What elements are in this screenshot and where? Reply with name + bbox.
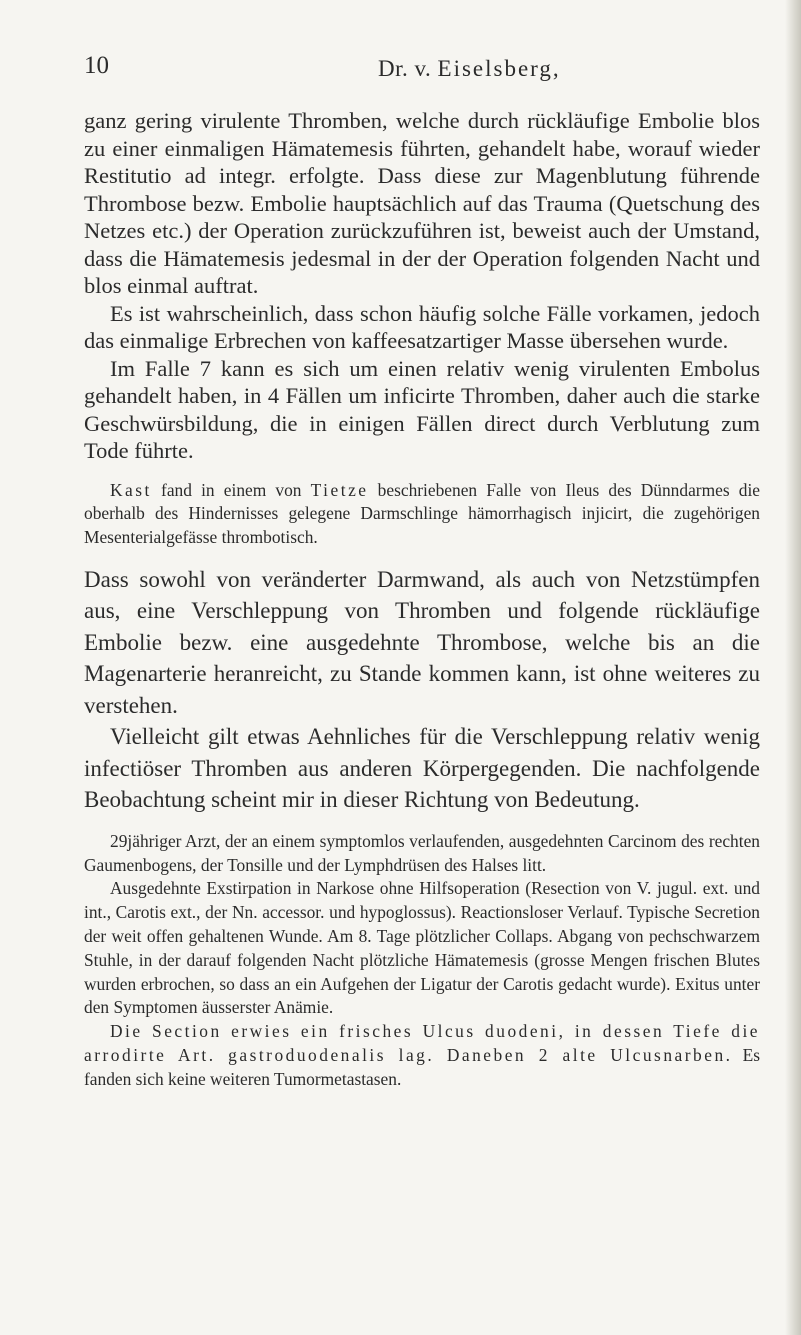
paragraph-1: ganz gering virulente Thromben, welche durch rückläufige Embolie blos zu einer einmaligen Hämatemesis führten, gehandelt habe, worauf wieder Restitutio ad integr. erfolgte. Dass diese zur Magenblutung führende Thrombose bezw. Embolie hauptsächlich auf das Trauma (Quetschung des Netzes etc.) der Operation zurückzuführen ist, beweist auch der Umstand, dass die Hämatemesis jedesmal in der der Operation folgenden Nacht und blos einmal auftrat.	[84, 108, 760, 298]
paragraph-3: Im Falle 7 kann es sich um einen relativ wenig virulenten Embolus gehandelt haben, in 4 Fällen um inficirte Thromben, daher auch die starke Geschwürsbildung, die in einigen Fällen direct durch Verblutung zum Tode führte.	[84, 355, 760, 463]
page-edge-shadow	[785, 0, 801, 1335]
paragraph-5: Vielleicht gilt etwas Aehnliches für die Verschleppung relativ wenig infectiöser Thromben aus anderen Körpergegenden. Die nachfolgende Beobachtung scheint mir in dieser Richtung von Bedeutung.	[84, 724, 760, 813]
case-report-3	[84, 1020, 760, 1091]
note-rest: beschriebenen Falle von Ileus des Dünndarmes die oberhalb des Hindernisses gelegene Darmschlinge hämorrhagisch injicirt, die zugehörigen Mesenterialgefässe thrombotisch.	[84, 479, 760, 548]
paragraph-4: Dass sowohl von veränderter Darmwand, als auch von Netzstümpfen aus, eine Verschleppung von Thromben und folgende rückläufige Embolie bezw. eine ausgedehnte Thrombose, welche bis an die Magenarterie heranreicht, zu Stande kommen kann, ist ohne weiteres zu verstehen.	[84, 566, 760, 718]
note-mid: fand in einem von	[151, 479, 311, 500]
page-header	[0, 52, 801, 92]
small-note-kast	[84, 479, 760, 550]
section-finding: Die Section erwies ein frisches Ulcus duodeni, in dessen Tiefe die arrodirte Art. gastroduodenalis lag. Daneben 2 alte Ulcusnarben.	[84, 1021, 760, 1066]
section-rest: Es fanden sich keine weiteren Tumormetastasen.	[84, 1045, 761, 1089]
page-number: 10	[84, 52, 109, 79]
author-prefix: Dr. v.	[378, 56, 438, 81]
case-report-2: Ausgedehnte Exstirpation in Narkose ohne Hilfsoperation (Resection von V. jugul. ext. und int., Carotis ext., der Nn. accessor. und hypoglossus). Reactionsloser Verlauf. Typische Secretion der weit offen gehaltenen Wunde. Am 8. Tage plötzlicher Collaps. Abgang von pechschwarzem Stuhle, in der darauf folgenden Nacht plötzliche Hämatemesis (grosse Mengen frischen Blutes wurden erbrochen, so dass an ein Aufgehen der Ligatur der Carotis gedacht wurde). Exitus unter den Symptomen äusserster Anämie.	[84, 878, 760, 1018]
note-name-tietze: Tietze	[310, 479, 369, 500]
case-report-1: 29jähriger Arzt, der an einem symptomlos verlaufenden, ausgedehnten Carcinom des rechten Gaumenbogens, der Tonsille und der Lymphdrüsen des Halses litt.	[84, 830, 760, 875]
note-name-kast: Kast	[110, 479, 152, 500]
running-head	[378, 56, 561, 82]
body-text	[84, 107, 760, 1092]
author-name: Eiselsberg,	[437, 56, 561, 81]
paragraph-2: Es ist wahrscheinlich, dass schon häufig solche Fälle vorkamen, jedoch das einmalige Erbrechen von kaffeesatzartiger Masse übersehen wurde.	[84, 300, 760, 353]
